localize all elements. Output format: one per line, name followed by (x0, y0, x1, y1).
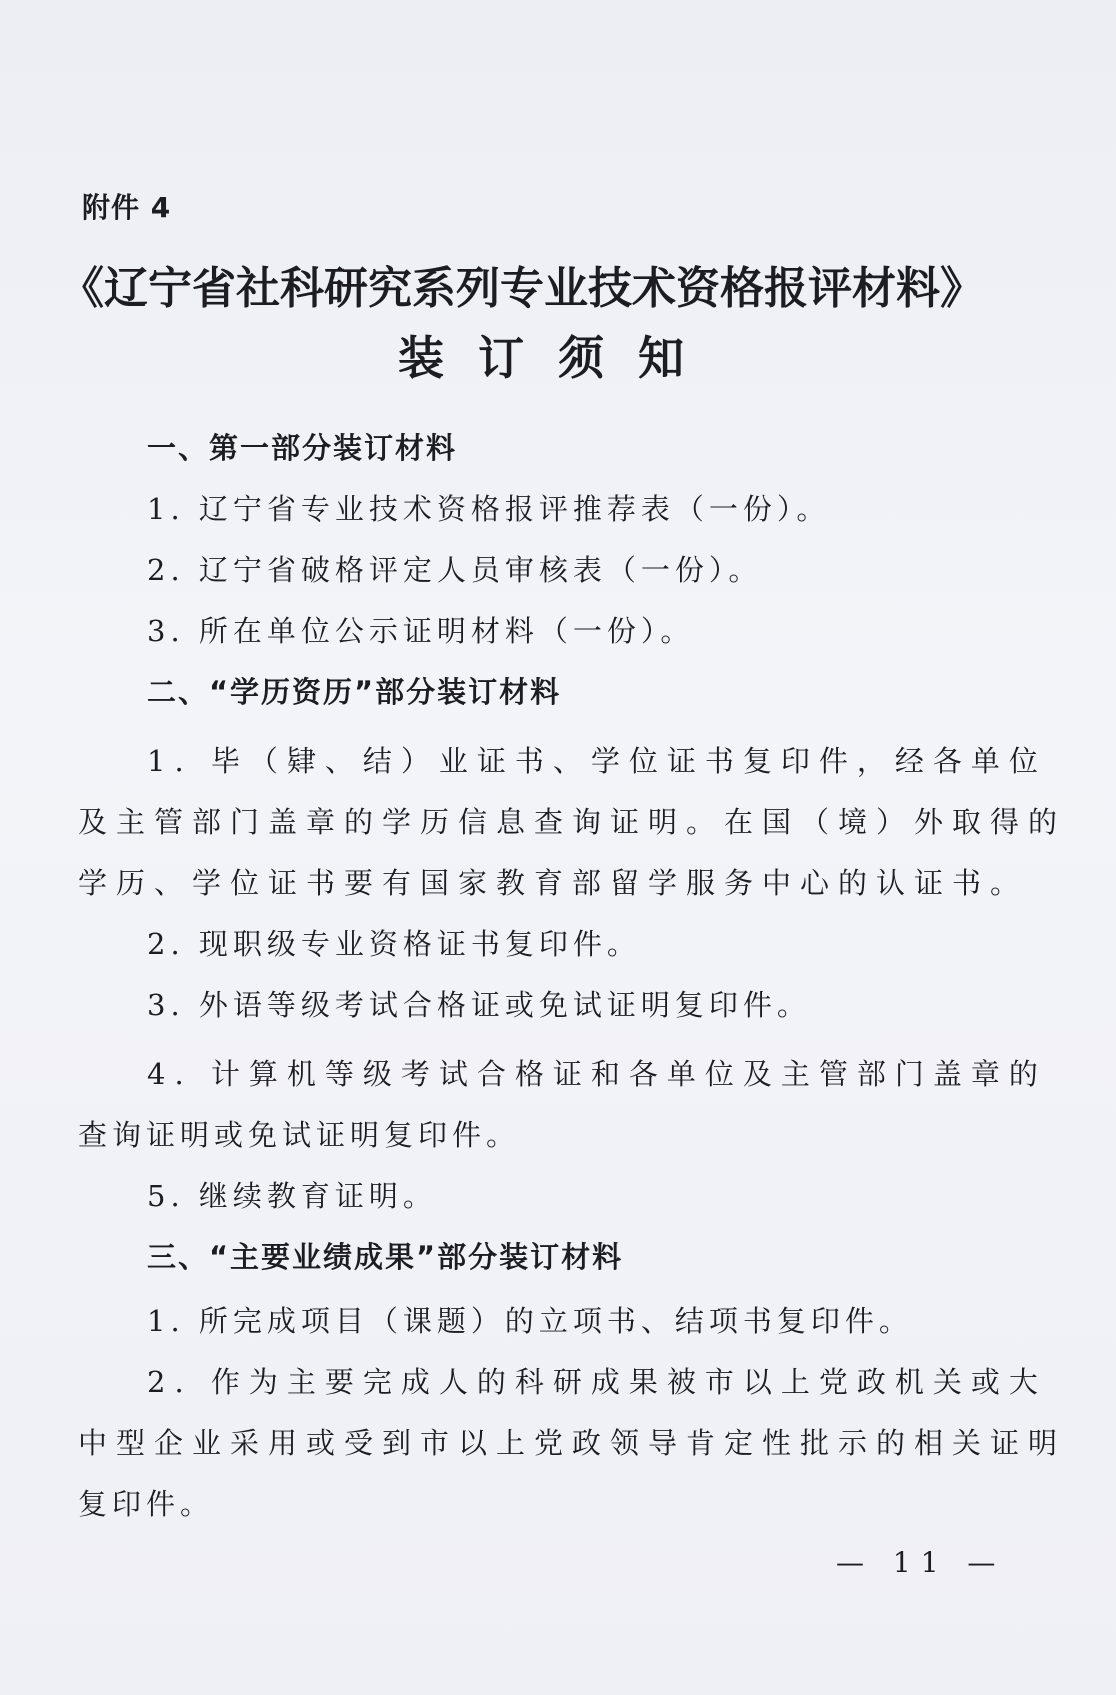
section-heading-2: 二、“学历资历”部分装订材料 (147, 675, 562, 709)
paragraph-line: 2. 现职级专业资格证书复印件。 (147, 927, 641, 961)
attachment-label: 附件 4 (82, 191, 172, 224)
paragraph-line: 复印件。 (78, 1487, 215, 1521)
paragraph-line: 5. 继续教育证明。 (147, 1179, 437, 1213)
section-heading-3: 三、“主要业绩成果”部分装订材料 (147, 1240, 624, 1274)
paragraph-line: 1. 辽宁省专业技术资格报评推荐表（一份）。 (147, 492, 831, 526)
paragraph-line: 学历、学位证书要有国家教育部留学服务中心的认证书。 (78, 866, 1029, 900)
section-heading-1: 一、第一部分装订材料 (147, 431, 458, 465)
paragraph-line: 中型企业采用或受到市以上党政领导肯定性批示的相关证明 (78, 1426, 1067, 1460)
paragraph-line: 及主管部门盖章的学历信息查询证明。在国（境）外取得的 (78, 805, 1067, 839)
paragraph-line: 查询证明或免试证明复印件。 (78, 1118, 521, 1152)
paragraph-line: 1. 毕（肄、结）业证书、学位证书复印件，经各单位 (147, 744, 1047, 778)
paragraph-line: 1. 所完成项目（课题）的立项书、结项书复印件。 (147, 1304, 913, 1338)
page-number: — 11 — (836, 1546, 1006, 1579)
paragraph-line: 2. 辽宁省破格评定人员审核表（一份）。 (147, 553, 763, 587)
paragraph-line: 2. 作为主要完成人的科研成果被市以上党政机关或大 (147, 1365, 1047, 1399)
paragraph-line: 4. 计算机等级考试合格证和各单位及主管部门盖章的 (147, 1057, 1047, 1091)
paragraph-line: 3. 所在单位公示证明材料（一份）。 (147, 614, 695, 648)
paragraph-line: 3. 外语等级考试合格证或免试证明复印件。 (147, 988, 811, 1022)
document-title: 《辽宁省社科研究系列专业技术资格报评材料》 (60, 263, 984, 314)
document-subtitle: 装订须知 (398, 331, 718, 385)
